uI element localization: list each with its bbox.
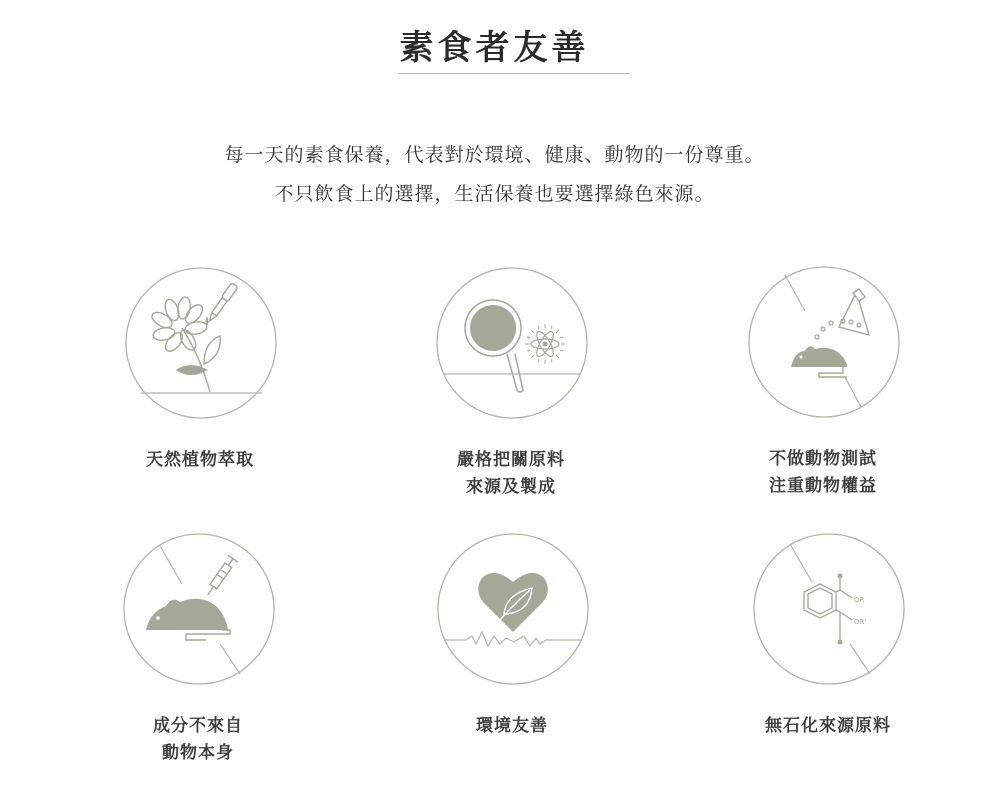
feature-label: 嚴格把關原料 來源及製成 [457, 450, 565, 497]
feature-label: 不做動物測試 注重動物權益 [769, 449, 877, 496]
formula-label-or-prime: OR' [854, 618, 867, 626]
feature-label: 天然植物萃取 [146, 450, 254, 470]
feature-label: 環境友善 [476, 716, 548, 736]
formula-label-or: OR [854, 596, 865, 604]
magnifier-atom-icon [435, 266, 589, 420]
intro-line-2: 不只飲食上的選擇，生活保養也要選擇綠色來源。 [274, 183, 715, 205]
intro-line-1: 每一天的素食保養，代表對於環境、健康、動物的一份尊重。 [224, 144, 765, 166]
mouse-syringe-icon [122, 532, 276, 686]
heart-leaf-icon [436, 532, 590, 686]
flower-dropper-icon [124, 266, 278, 420]
feature-label: 成分不來自 動物本身 [153, 716, 243, 763]
chemical-structure-icon [752, 532, 906, 686]
mouse-flask-icon [747, 265, 901, 419]
title-underline [398, 73, 630, 74]
page-title: 素食者友善 [399, 28, 590, 68]
feature-label: 無石化來源原料 [765, 716, 891, 736]
